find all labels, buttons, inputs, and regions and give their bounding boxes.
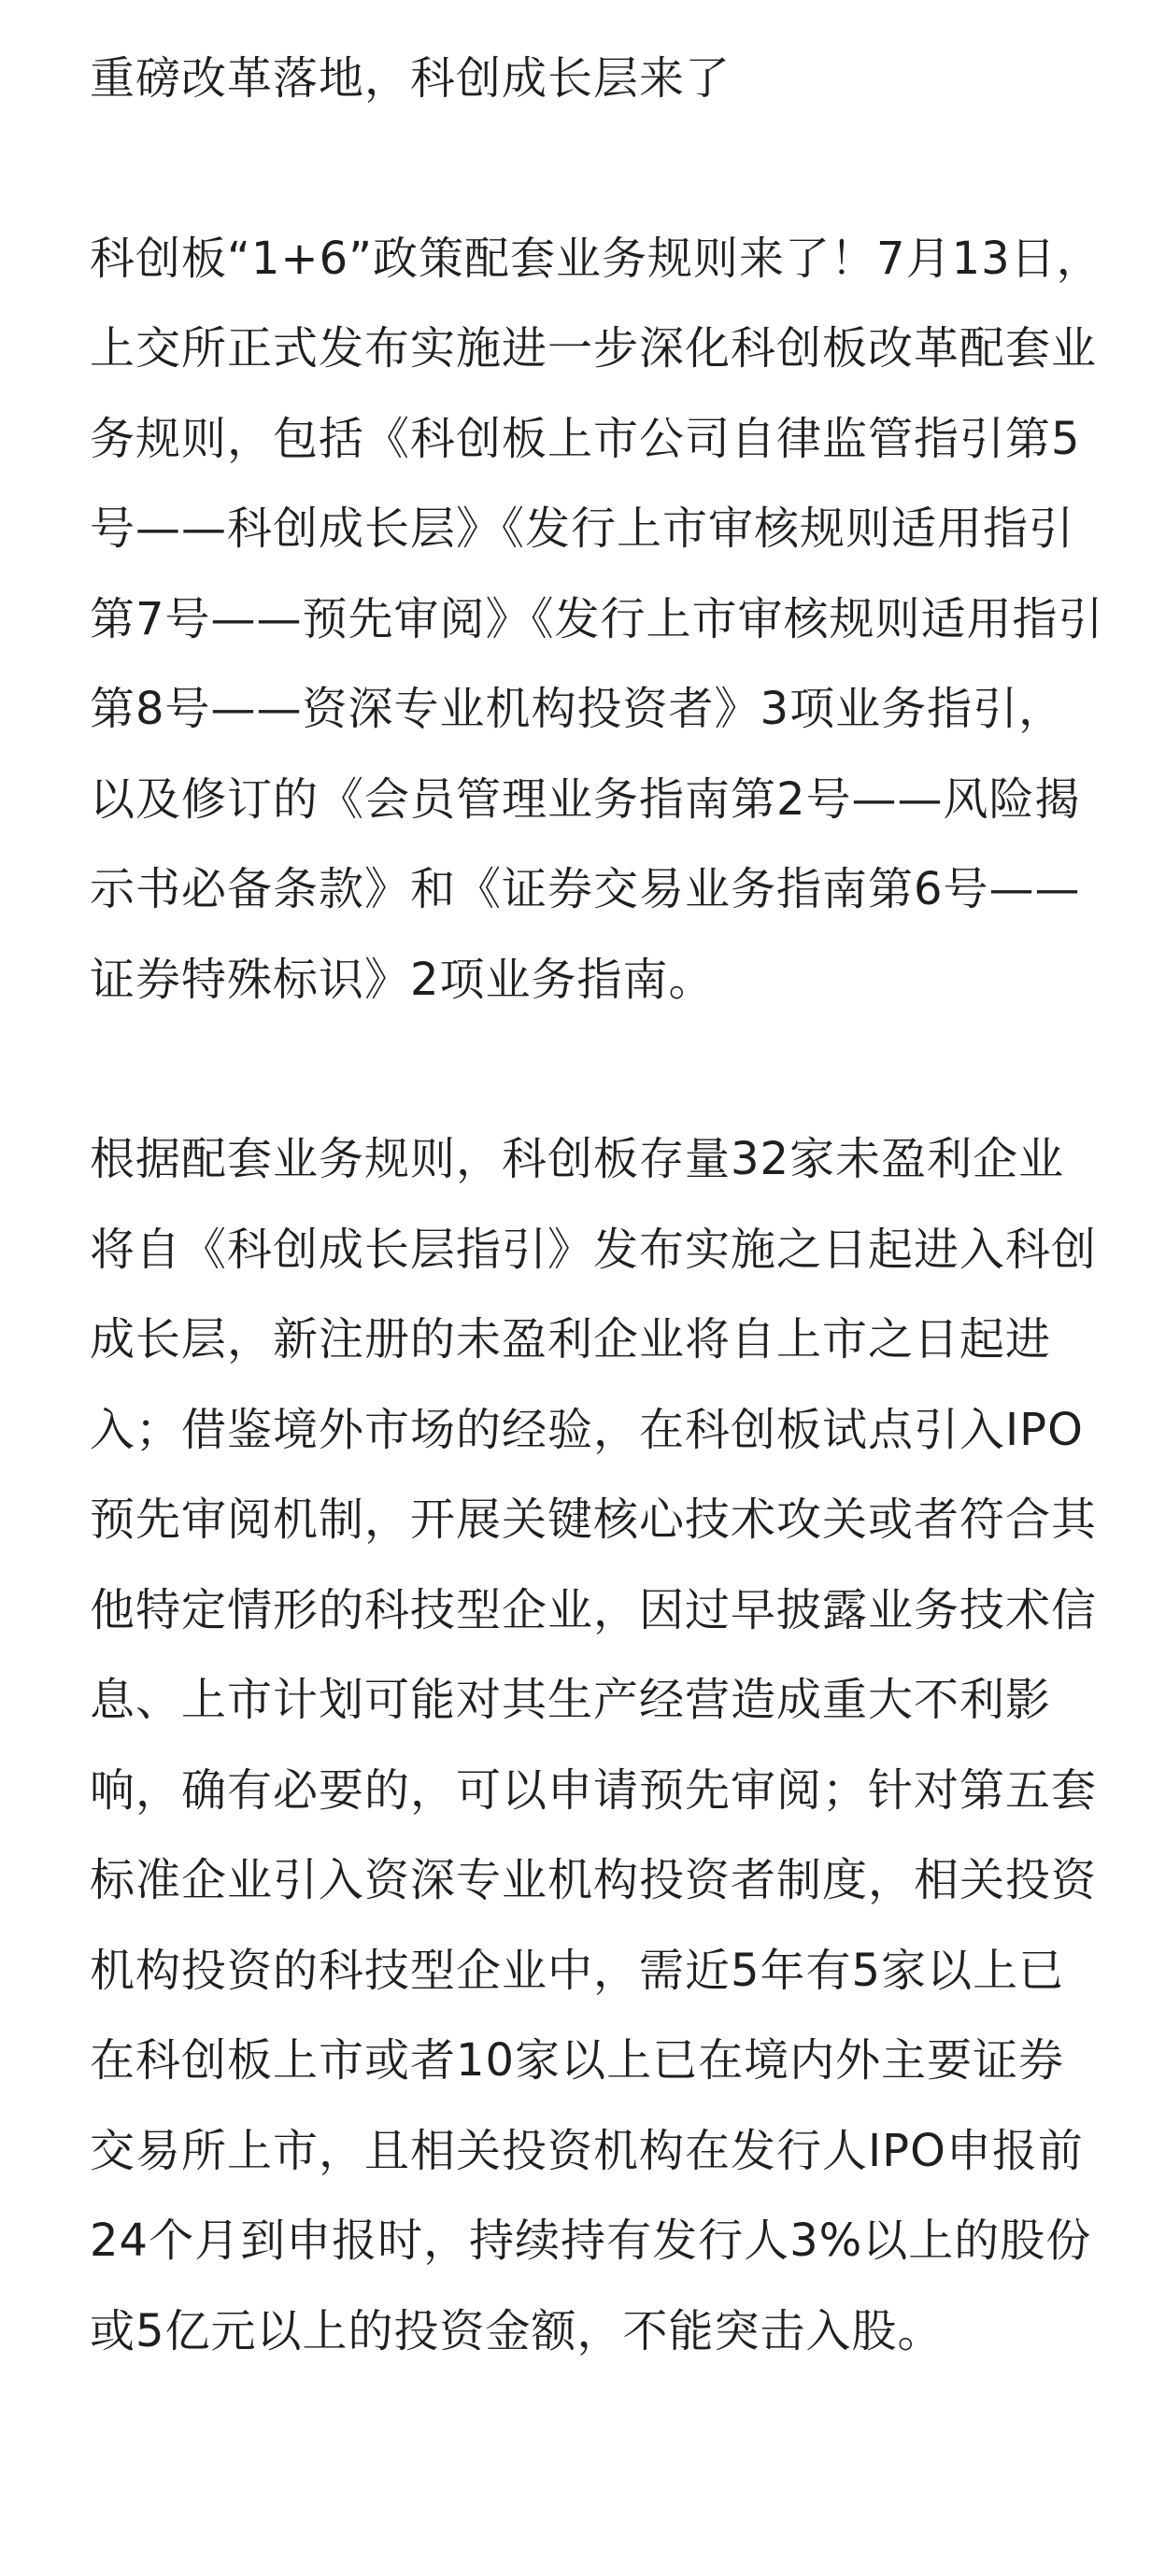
article-paragraph-1: 科创板“1+6”政策配套业务规则来了！7月13日，上交所正式发布实施进一步深化科创板改革配套业务规则，包括《科创板上市公司自律监管指引第5号——科创成长层》《发行上市审核规则适用指引第7号——预先审阅》《发行上市审核规则适用指引第8号——资深专业机构投资者》3项业务指引，以及修订的《会员管理业务指南第2号——风险揭示书必备条款》和《证券交易业务指南第6号——证券特殊标识》2项业务指南。 — [90, 232, 1104, 1006]
article-paragraph-2: 根据配套业务规则，科创板存量32家未盈利企业将自《科创成长层指引》发布实施之日起进入科创成长层，新注册的未盈利企业将自上市之日起进入；借鉴境外市场的经验，在科创板试点引入IPO预先审阅机制，开展关键核心技术攻关或者符合其他特定情形的科技型企业，因过早披露业务技术信息、上市计划可能对其生产经营造成重大不利影响，确有必要的，可以申请预先审阅；针对第五套标准企业引入资深专业机构投资者制度，相关投资机构投资的科技型企业中，需近5年有5家以上已在科创板上市或者10家以上已在境内外主要证券交易所上市，且相关投资机构在发行人IPO申报前24个月到申报时，持续持有发行人3%以上的股份或5亿元以上的投资金额，不能突击入股。 — [90, 1133, 1098, 2357]
article-body — [90, 34, 1108, 2376]
article-title: 重磅改革落地，科创成长层来了 — [90, 52, 732, 105]
